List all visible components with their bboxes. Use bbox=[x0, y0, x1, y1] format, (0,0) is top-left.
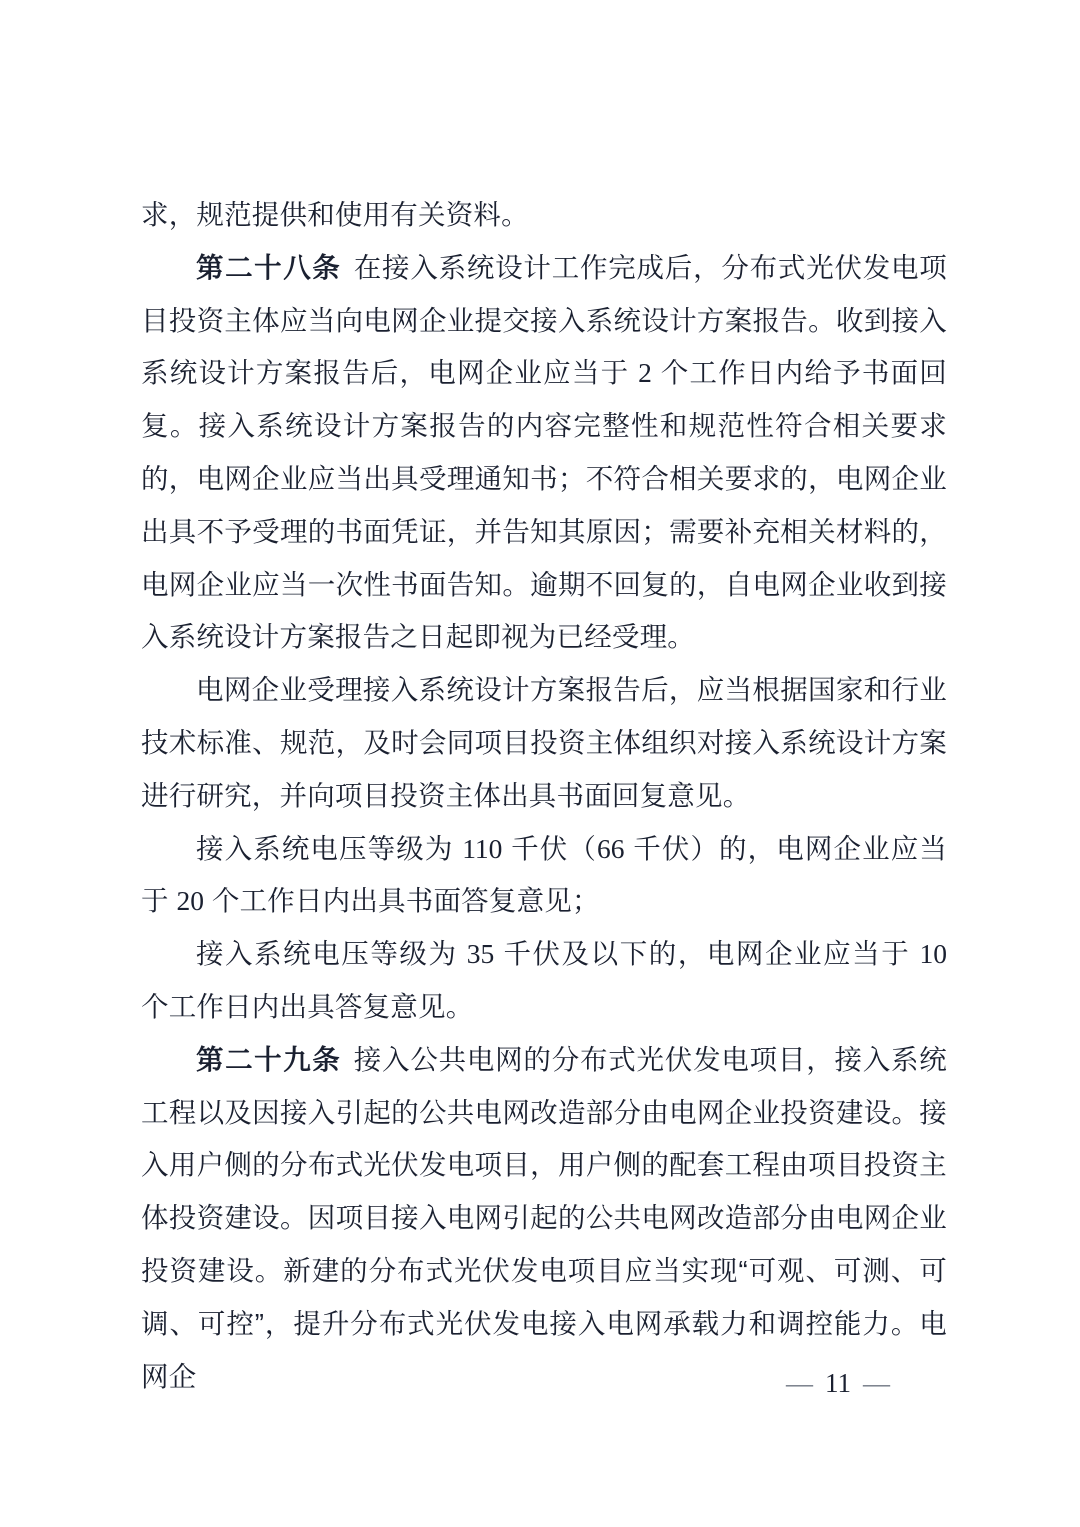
footer-dash-left: — bbox=[786, 1368, 813, 1398]
page-number-value: 11 bbox=[825, 1368, 851, 1398]
page-number bbox=[774, 1363, 902, 1403]
footer-dash-right: — bbox=[863, 1368, 890, 1398]
paragraph-text: 接入系统电压等级为 35 千伏及以下的，电网企业应当于 10 个工作日内出具答复意见。 bbox=[141, 938, 947, 1022]
document-body bbox=[141, 189, 947, 1403]
paragraph-text: 电网企业受理接入系统设计方案报告后，应当根据国家和行业技术标准、规范，及时会同项目投资主体组织对接入系统设计方案进行研究，并向项目投资主体出具书面回复意见。 bbox=[141, 674, 947, 811]
paragraph bbox=[141, 928, 947, 1034]
paragraph bbox=[141, 189, 947, 242]
paragraph bbox=[141, 1034, 947, 1404]
paragraph-text: 求，规范提供和使用有关资料。 bbox=[141, 199, 529, 230]
article-number: 第二十九条 bbox=[196, 1043, 342, 1075]
article-number: 第二十八条 bbox=[196, 251, 342, 283]
paragraph bbox=[141, 664, 947, 822]
paragraph-text: 在接入系统设计工作完成后，分布式光伏发电项目投资主体应当向电网企业提交接入系统设计方案报告。收到接入系统设计方案报告后，电网企业应当于 2 个工作日内给予书面回复。接入系统设计方案报告的内容完整性和规范性符合相关要求的，电网企业应当出具受理通知书；不符合相关要求的，电网企业出具不予受理的书面凭证，并告知其原因；需要补充相关材料的，电网企业应当一次性书面告知。逾期不回复的，自电网企业收到接入系统设计方案报告之日起即视为已经受理。 bbox=[141, 251, 948, 653]
paragraph bbox=[141, 823, 947, 929]
paragraph bbox=[141, 242, 947, 664]
paragraph-text: 接入公共电网的分布式光伏发电项目，接入系统工程以及因接入引起的公共电网改造部分由电网企业投资建设。接入用户侧的分布式光伏发电项目，用户侧的配套工程由项目投资主体投资建设。因项目接入电网引起的公共电网改造部分由电网企业投资建设。新建的分布式光伏发电项目应当实现“可观、可测、可调、可控”，提升分布式光伏发电接入电网承载力和调控能力。电网企 bbox=[141, 1043, 948, 1392]
paragraph-text: 接入系统电压等级为 110 千伏（66 千伏）的，电网企业应当于 20 个工作日内出具书面答复意见； bbox=[141, 832, 947, 917]
